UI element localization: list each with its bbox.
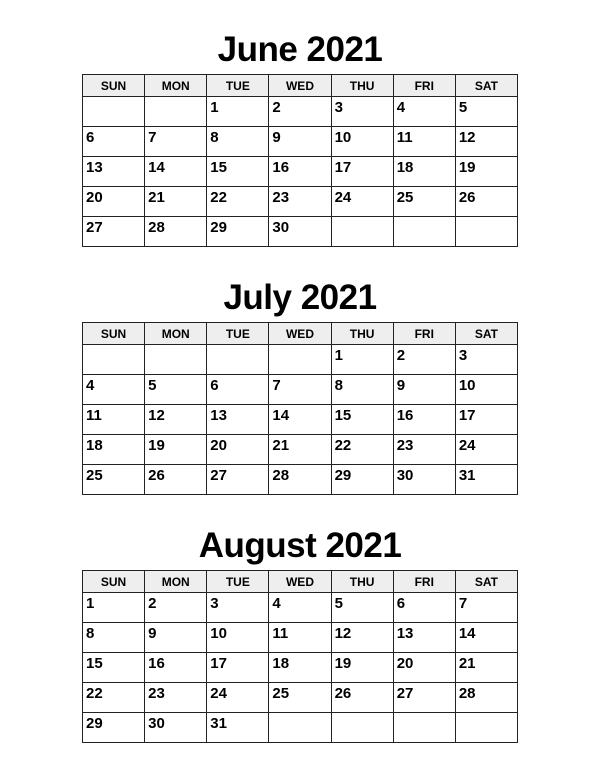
- day-cell: [455, 345, 517, 375]
- day-number: 23: [396, 437, 414, 454]
- day-cell: [83, 713, 145, 743]
- day-number: 29: [334, 467, 352, 484]
- day-number: 14: [272, 407, 290, 424]
- day-cell: [455, 653, 517, 683]
- day-number: [269, 713, 330, 716]
- day-number: 30: [396, 467, 414, 484]
- day-cell: [455, 97, 517, 127]
- day-cell: [331, 127, 393, 157]
- day-cell: [331, 713, 393, 743]
- day-number: 21: [148, 189, 165, 206]
- day-number: 7: [458, 595, 468, 612]
- month-title: June 2021: [217, 30, 383, 69]
- day-number: 26: [148, 467, 165, 484]
- weekday-wed: WED: [269, 571, 331, 593]
- day-cell: [145, 187, 207, 217]
- day-cell: [455, 217, 517, 247]
- weekday-sat: SAT: [455, 323, 517, 345]
- day-cell: [83, 405, 145, 435]
- day-number: 3: [334, 99, 343, 116]
- day-number: 14: [148, 159, 165, 176]
- day-number: [332, 713, 393, 716]
- day-cell: [145, 127, 207, 157]
- week-row: [83, 683, 518, 713]
- day-number: 4: [396, 99, 406, 116]
- day-number: 25: [272, 685, 290, 702]
- day-number: 26: [458, 189, 476, 206]
- day-cell: [145, 653, 207, 683]
- weekday-header-row: [83, 323, 518, 345]
- day-number: 10: [334, 129, 352, 146]
- day-number: 24: [334, 189, 352, 206]
- day-number: [269, 345, 330, 348]
- day-number: 2: [396, 347, 406, 364]
- day-cell: [331, 623, 393, 653]
- weekday-header-row: [83, 571, 518, 593]
- day-cell: [83, 683, 145, 713]
- day-number: 5: [458, 99, 468, 116]
- weekday-fri: FRI: [393, 323, 455, 345]
- day-cell: [455, 127, 517, 157]
- day-cell: [455, 465, 517, 495]
- day-cell: [331, 435, 393, 465]
- weekday-sat: SAT: [455, 571, 517, 593]
- day-cell: [455, 623, 517, 653]
- day-number: 27: [396, 685, 414, 702]
- day-cell: [145, 345, 207, 375]
- day-cell: [331, 405, 393, 435]
- day-number: 22: [86, 685, 103, 702]
- day-cell: [393, 435, 455, 465]
- day-cell: [269, 405, 331, 435]
- week-row: [83, 405, 518, 435]
- day-number: 1: [334, 347, 343, 364]
- day-number: 16: [396, 407, 414, 424]
- day-cell: [145, 683, 207, 713]
- day-cell: [455, 405, 517, 435]
- day-number: [83, 97, 144, 100]
- day-number: 11: [396, 129, 413, 146]
- weekday-thu: THU: [331, 571, 393, 593]
- day-number: 6: [210, 377, 219, 394]
- day-cell: [145, 435, 207, 465]
- day-cell: [393, 405, 455, 435]
- day-number: 28: [458, 685, 476, 702]
- day-number: 8: [86, 625, 95, 642]
- day-cell: [331, 375, 393, 405]
- day-cell: [145, 593, 207, 623]
- day-number: 23: [272, 189, 290, 206]
- day-cell: [83, 623, 145, 653]
- day-number: 23: [148, 685, 165, 702]
- day-cell: [269, 97, 331, 127]
- day-cell: [145, 157, 207, 187]
- day-number: 13: [396, 625, 414, 642]
- day-cell: [83, 97, 145, 127]
- day-cell: [269, 157, 331, 187]
- day-cell: [393, 157, 455, 187]
- day-cell: [83, 465, 145, 495]
- day-number: 3: [210, 595, 219, 612]
- day-cell: [269, 465, 331, 495]
- calendar-grid: [82, 570, 518, 743]
- day-cell: [331, 653, 393, 683]
- day-number: 1: [210, 99, 219, 116]
- day-number: [145, 97, 206, 100]
- month-title: August 2021: [198, 526, 402, 565]
- day-cell: [207, 405, 269, 435]
- week-row: [83, 713, 518, 743]
- day-number: 18: [272, 655, 290, 672]
- day-number: 15: [334, 407, 352, 424]
- week-row: [83, 465, 518, 495]
- month-title: July 2021: [223, 278, 377, 317]
- day-cell: [393, 683, 455, 713]
- day-cell: [393, 97, 455, 127]
- week-row: [83, 157, 518, 187]
- day-cell: [269, 375, 331, 405]
- day-cell: [83, 375, 145, 405]
- day-cell: [207, 623, 269, 653]
- day-number: 19: [458, 159, 476, 176]
- weekday-fri: FRI: [393, 571, 455, 593]
- day-cell: [269, 593, 331, 623]
- day-number: 4: [272, 595, 281, 612]
- week-row: [83, 127, 518, 157]
- day-number: 21: [272, 437, 290, 454]
- day-number: 8: [334, 377, 343, 394]
- day-cell: [269, 217, 331, 247]
- day-number: 20: [396, 655, 414, 672]
- day-number: 13: [86, 159, 103, 176]
- day-cell: [331, 157, 393, 187]
- day-number: 29: [210, 219, 227, 236]
- day-number: [83, 345, 144, 348]
- day-cell: [83, 187, 145, 217]
- day-cell: [455, 375, 517, 405]
- day-number: 17: [334, 159, 352, 176]
- day-cell: [207, 653, 269, 683]
- day-number: 25: [86, 467, 103, 484]
- day-cell: [145, 713, 207, 743]
- day-number: 19: [148, 437, 165, 454]
- day-number: 27: [86, 219, 103, 236]
- day-number: 5: [148, 377, 157, 394]
- day-cell: [207, 157, 269, 187]
- day-cell: [207, 435, 269, 465]
- day-number: 9: [396, 377, 406, 394]
- weekday-wed: WED: [269, 323, 331, 345]
- day-number: 6: [396, 595, 406, 612]
- calendar-grid: [82, 74, 518, 247]
- weekday-wed: WED: [269, 75, 331, 97]
- day-number: 20: [210, 437, 227, 454]
- day-cell: [207, 97, 269, 127]
- day-cell: [331, 217, 393, 247]
- day-cell: [83, 345, 145, 375]
- day-cell: [331, 593, 393, 623]
- day-number: 28: [148, 219, 165, 236]
- day-cell: [393, 593, 455, 623]
- day-number: 10: [210, 625, 227, 642]
- day-cell: [83, 157, 145, 187]
- day-number: [456, 217, 517, 220]
- day-number: 30: [148, 715, 165, 732]
- day-number: 31: [210, 715, 227, 732]
- day-cell: [331, 683, 393, 713]
- day-number: 12: [334, 625, 352, 642]
- day-cell: [207, 465, 269, 495]
- day-number: 9: [148, 625, 157, 642]
- day-cell: [83, 653, 145, 683]
- week-row: [83, 345, 518, 375]
- weekday-tue: TUE: [207, 75, 269, 97]
- day-cell: [455, 713, 517, 743]
- day-cell: [145, 375, 207, 405]
- day-cell: [331, 345, 393, 375]
- weekday-header-row: [83, 75, 518, 97]
- day-cell: [207, 217, 269, 247]
- day-cell: [269, 713, 331, 743]
- day-number: [456, 713, 517, 716]
- day-number: 11: [272, 625, 289, 642]
- day-number: 11: [86, 407, 102, 424]
- weekday-sun: SUN: [83, 323, 145, 345]
- day-number: 18: [86, 437, 103, 454]
- day-cell: [455, 683, 517, 713]
- day-number: 13: [210, 407, 227, 424]
- day-number: 2: [272, 99, 281, 116]
- weekday-mon: MON: [145, 75, 207, 97]
- day-number: 16: [272, 159, 290, 176]
- day-number: 18: [396, 159, 414, 176]
- day-cell: [83, 593, 145, 623]
- day-cell: [331, 465, 393, 495]
- day-cell: [455, 157, 517, 187]
- day-number: 5: [334, 595, 343, 612]
- day-number: [207, 345, 268, 348]
- day-number: 12: [148, 407, 165, 424]
- weekday-mon: MON: [145, 571, 207, 593]
- day-cell: [455, 593, 517, 623]
- day-cell: [393, 187, 455, 217]
- day-cell: [393, 713, 455, 743]
- day-cell: [145, 405, 207, 435]
- week-row: [83, 187, 518, 217]
- day-number: 22: [210, 189, 227, 206]
- day-number: 1: [86, 595, 95, 612]
- day-cell: [269, 345, 331, 375]
- day-number: 6: [86, 129, 95, 146]
- day-cell: [207, 683, 269, 713]
- day-number: 19: [334, 655, 352, 672]
- weekday-thu: THU: [331, 75, 393, 97]
- day-number: 15: [86, 655, 103, 672]
- weekday-sat: SAT: [455, 75, 517, 97]
- day-number: 16: [148, 655, 165, 672]
- day-number: 29: [86, 715, 103, 732]
- day-cell: [145, 465, 207, 495]
- day-cell: [207, 375, 269, 405]
- day-number: 24: [458, 437, 476, 454]
- day-number: 15: [210, 159, 227, 176]
- day-number: 17: [210, 655, 227, 672]
- day-cell: [269, 653, 331, 683]
- weekday-sun: SUN: [83, 571, 145, 593]
- day-cell: [393, 345, 455, 375]
- day-cell: [269, 683, 331, 713]
- day-number: 9: [272, 129, 281, 146]
- day-number: 17: [458, 407, 476, 424]
- day-cell: [83, 127, 145, 157]
- day-number: 7: [272, 377, 281, 394]
- day-number: 25: [396, 189, 414, 206]
- day-cell: [145, 217, 207, 247]
- day-number: 12: [458, 129, 476, 146]
- week-row: [83, 97, 518, 127]
- day-number: 24: [210, 685, 227, 702]
- day-number: 27: [210, 467, 227, 484]
- day-cell: [207, 127, 269, 157]
- weekday-tue: TUE: [207, 571, 269, 593]
- day-cell: [145, 97, 207, 127]
- day-cell: [393, 217, 455, 247]
- day-number: 14: [458, 625, 476, 642]
- calendar-grid: [82, 322, 518, 495]
- day-cell: [393, 623, 455, 653]
- weekday-thu: THU: [331, 323, 393, 345]
- day-number: [145, 345, 206, 348]
- day-number: [332, 217, 393, 220]
- day-cell: [331, 97, 393, 127]
- day-number: 22: [334, 437, 352, 454]
- day-cell: [83, 435, 145, 465]
- day-cell: [207, 593, 269, 623]
- day-cell: [207, 187, 269, 217]
- weekday-sun: SUN: [83, 75, 145, 97]
- day-number: 20: [86, 189, 103, 206]
- weekday-fri: FRI: [393, 75, 455, 97]
- day-cell: [455, 187, 517, 217]
- week-row: [83, 593, 518, 623]
- week-row: [83, 435, 518, 465]
- week-row: [83, 623, 518, 653]
- weekday-mon: MON: [145, 323, 207, 345]
- day-number: 4: [86, 377, 95, 394]
- day-number: [394, 713, 455, 716]
- day-cell: [455, 435, 517, 465]
- day-number: [394, 217, 455, 220]
- day-cell: [145, 623, 207, 653]
- day-cell: [269, 623, 331, 653]
- day-cell: [269, 435, 331, 465]
- day-number: 2: [148, 595, 157, 612]
- day-number: 26: [334, 685, 352, 702]
- week-row: [83, 217, 518, 247]
- day-number: 3: [458, 347, 468, 364]
- day-cell: [207, 713, 269, 743]
- day-cell: [393, 375, 455, 405]
- day-cell: [269, 187, 331, 217]
- day-number: 31: [458, 467, 476, 484]
- day-cell: [393, 127, 455, 157]
- day-cell: [269, 127, 331, 157]
- day-number: 10: [458, 377, 476, 394]
- day-cell: [393, 653, 455, 683]
- day-number: 30: [272, 219, 290, 236]
- day-cell: [393, 465, 455, 495]
- day-number: 28: [272, 467, 290, 484]
- day-cell: [83, 217, 145, 247]
- day-cell: [331, 187, 393, 217]
- day-number: 21: [458, 655, 476, 672]
- day-number: 7: [148, 129, 157, 146]
- weekday-tue: TUE: [207, 323, 269, 345]
- week-row: [83, 653, 518, 683]
- day-cell: [207, 345, 269, 375]
- week-row: [83, 375, 518, 405]
- day-number: 8: [210, 129, 219, 146]
